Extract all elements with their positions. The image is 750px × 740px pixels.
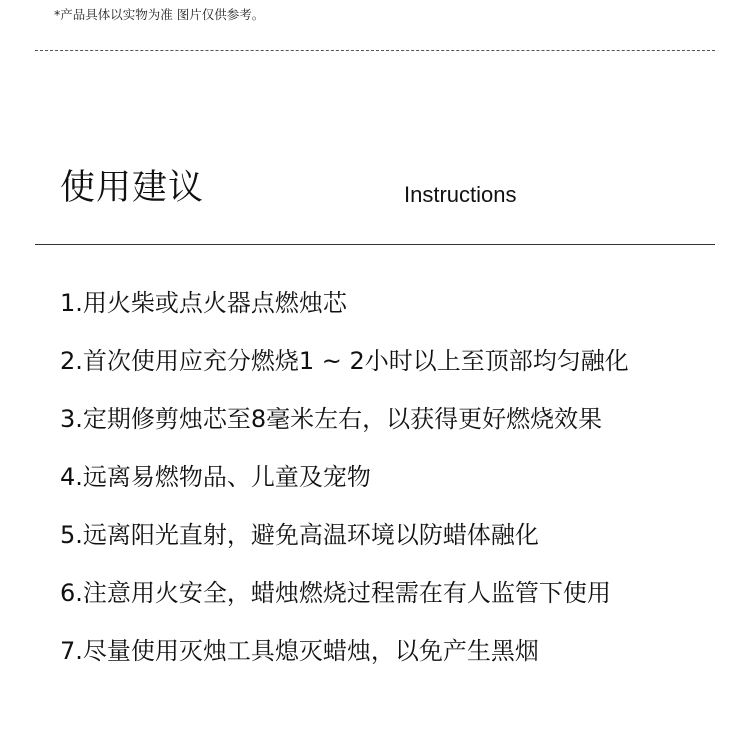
instruction-item-6: 6.注意用火安全，蜡烛燃烧过程需在有人监管下使用	[60, 579, 611, 607]
instructions-list	[60, 285, 629, 691]
disclaimer-note: *产品具体以实物为准 图片仅供参考。	[54, 7, 265, 22]
instruction-item-4: 4.远离易燃物品、儿童及宠物	[60, 463, 371, 491]
instruction-item-7: 7.尽量使用灭烛工具熄灭蜡烛，以免产生黑烟	[60, 637, 539, 665]
instruction-item-3: 3.定期修剪烛芯至8毫米左右，以获得更好燃烧效果	[60, 405, 603, 433]
instruction-item-2: 2.首次使用应充分燃烧1 ~ 2小时以上至顶部均匀融化	[60, 347, 629, 375]
instruction-item-1: 1.用火柴或点火器点燃烛芯	[60, 289, 347, 317]
section-title-chinese: 使用建议	[60, 168, 205, 208]
instruction-item-5: 5.远离阳光直射，避免高温环境以防蜡体融化	[60, 521, 539, 549]
dashed-divider	[35, 50, 715, 51]
section-divider	[35, 244, 715, 245]
section-title-english: Instructions	[404, 182, 517, 207]
